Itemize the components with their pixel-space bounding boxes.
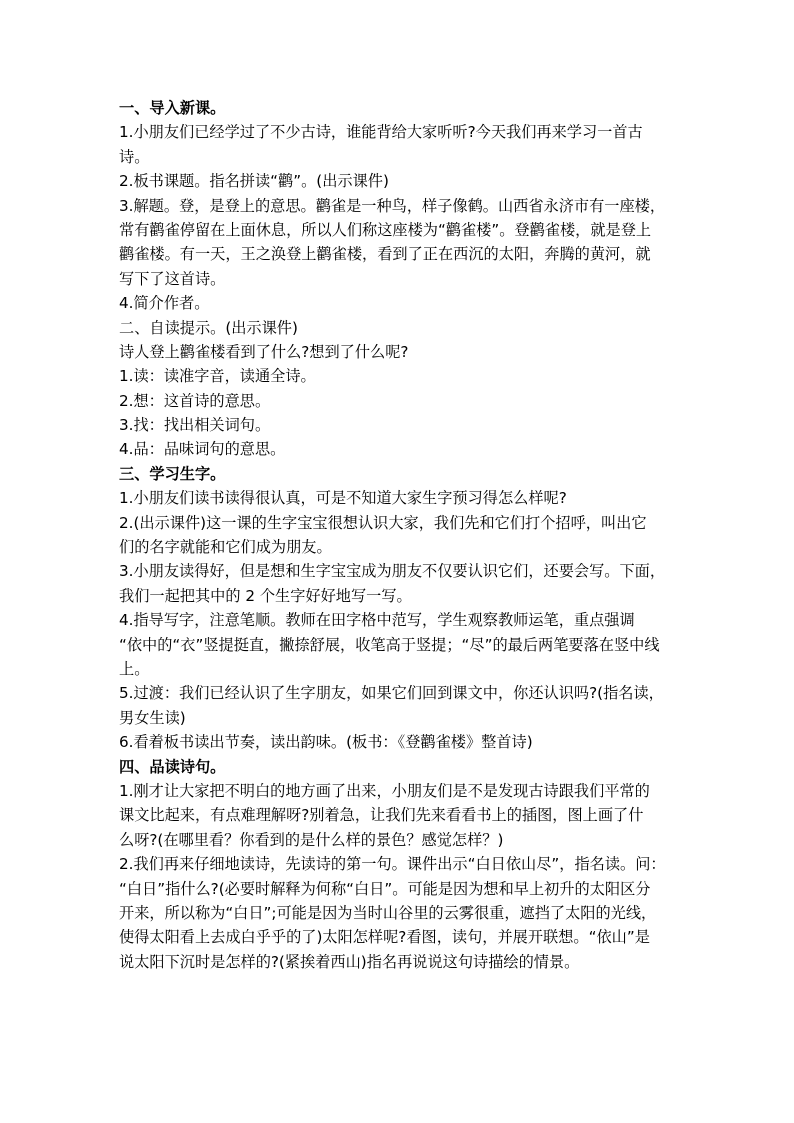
paragraph-line: 3.小朋友读得好，但是想和生字宝宝成为朋友不仅要认识它们，还要会写。下面， bbox=[119, 562, 666, 581]
paragraph-line: 课文比起来，有点难理解呀?别着急，让我们先来看看书上的插图，图上画了什 bbox=[119, 806, 644, 825]
paragraph-line: 诗。 bbox=[119, 147, 150, 166]
paragraph-line: 2.板书课题。指名拼读“鹳”。(出示课件) bbox=[119, 172, 389, 191]
paragraph-line: 1.小朋友们已经学过了不少古诗，谁能背给大家听听?今天我们再来学习一首古 bbox=[119, 123, 643, 142]
paragraph-line: 说太阳下沉时是怎样的?(紧挨着西山)指名再说说这句诗描绘的情景。 bbox=[119, 952, 580, 971]
paragraph-line: 4.简介作者。 bbox=[119, 294, 210, 313]
paragraph-line: 2.我们再来仔细地读诗，先读诗的第一句。课件出示“白日依山尽”，指名读。问： bbox=[119, 855, 666, 874]
paragraph-line: 2.(出示课件)这一课的生字宝宝很想认识大家，我们先和它们打个招呼，叫出它 bbox=[119, 513, 647, 532]
paragraph-line: 我们一起把其中的 2 个生字好好地写一写。 bbox=[119, 586, 412, 605]
paragraph-line: 诗人登上鹳雀楼看到了什么?想到了什么呢? bbox=[119, 342, 409, 361]
paragraph-line: 4.指导写字，注意笔顺。教师在田字格中范写，学生观察教师运笔，重点强调 bbox=[119, 611, 635, 630]
paragraph-line: 1.读：读准字音，读通全诗。 bbox=[119, 367, 316, 386]
paragraph-line: “白日”指什么?(必要时解释为何称“白日”。可能是因为想和早上初升的太阳区分 bbox=[119, 879, 651, 898]
section-heading-1: 一、导入新课。 bbox=[119, 99, 226, 117]
paragraph-line: 3.解题。登，是登上的意思。鹳雀是一种鸟，样子像鹤。山西省永济市有一座楼， bbox=[119, 196, 666, 215]
paragraph-line: 1.小朋友们读书读得很认真，可是不知道大家生字预习得怎么样呢? bbox=[119, 489, 567, 508]
paragraph-line: 6.看着板书读出节奏，读出韵味。(板书：《登鹳雀楼》整首诗) bbox=[119, 733, 533, 752]
paragraph-line: 上。 bbox=[119, 659, 150, 678]
section-heading-4: 四、品读诗句。 bbox=[119, 757, 226, 776]
paragraph-line: 1.刚才让大家把不明白的地方画了出来，小朋友们是不是发现古诗跟我们平常的 bbox=[119, 781, 650, 800]
paragraph-line: 使得太阳看上去成白乎乎的了)太阳怎样呢?看图，读句，并展开联想。“依山”是 bbox=[119, 928, 650, 947]
paragraph-line: 3.找：找出相关词句。 bbox=[119, 416, 271, 435]
paragraph-line: 男女生读) bbox=[119, 708, 186, 727]
paragraph-line: 2.想：这首诗的意思。 bbox=[119, 391, 271, 410]
paragraph-line: 常有鹳雀停留在上面休息，所以人们称这座楼为“鹳雀楼”。登鹳雀楼，就是登上 bbox=[119, 220, 652, 239]
paragraph-line: 么呀?(在哪里看？你看到的是什么样的景色？感觉怎样？) bbox=[119, 830, 504, 849]
document-page bbox=[119, 96, 679, 974]
paragraph-line: 4.品：品味词句的意思。 bbox=[119, 440, 286, 459]
paragraph-line: “依中的“衣”竖提挺直，撇捺舒展，收笔高于竖提；“尽”的最后两笔要落在竖中线 bbox=[119, 635, 660, 654]
section-heading-3: 三、学习生字。 bbox=[119, 464, 226, 483]
paragraph-line: 鹳雀楼。有一天，王之涣登上鹳雀楼，看到了正在西沉的太阳，奔腾的黄河，就 bbox=[119, 245, 651, 264]
paragraph-line: 开来，所以称为“白日”;可能是因为当时山谷里的云雾很重，遮挡了太阳的光线， bbox=[119, 903, 657, 922]
paragraph-line: 们的名字就能和它们成为朋友。 bbox=[119, 538, 332, 557]
paragraph-line: 5.过渡：我们已经认识了生字朋友，如果它们回到课文中，你还认识吗?(指名读， bbox=[119, 684, 664, 703]
paragraph-line: 写下了这首诗。 bbox=[119, 269, 226, 288]
section-heading-2: 二、自读提示。(出示课件) bbox=[119, 318, 298, 337]
